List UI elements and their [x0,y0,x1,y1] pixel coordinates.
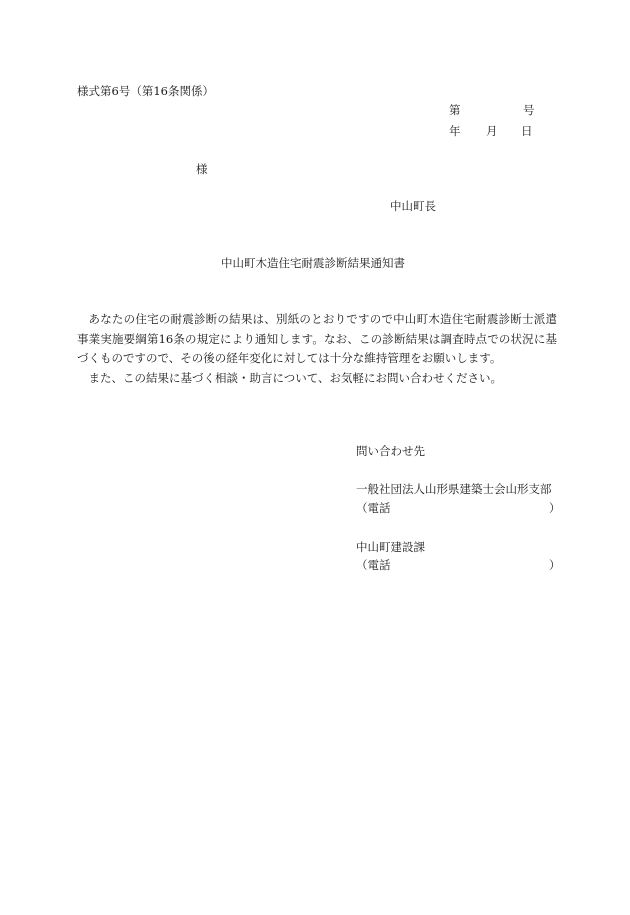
body-text [77,310,557,388]
document-number-suffix: 号 [523,103,535,117]
date-year-label: 年 [449,124,461,138]
form-number: 様式第6号（第16条関係） [77,84,214,98]
addressee-honorific: 様 [196,162,208,176]
contact-label: 問い合わせ先 [356,444,425,458]
contact-org-1-name: 一般社団法人山形県建築士会山形支部 [356,482,552,496]
body-paragraph-2: また、この結果に基づく相談・助言について、お気軽にお問い合わせください。 [88,370,503,385]
contact-org-2-tel-open: （電話 [356,558,391,572]
date-day-label: 日 [521,124,533,138]
contact-org-2-name: 中山町建設課 [356,540,425,554]
date-month-label: 月 [486,124,498,138]
sender-name: 中山町長 [390,199,436,213]
body-paragraph-1: あなたの住宅の耐震診断の結果は、別紙のとおりですので中山町木造住宅耐震診断士派遣事業実施要綱第16条の規定により通知します。なお、この診断結果は調査時点での状況に基づくものですので、その後の経年変化に対しては十分な維持管理をお願いします。 [77,312,557,365]
contact-org-1-tel-close: ） [549,501,561,515]
document-title: 中山町木造住宅耐震診断結果通知書 [221,256,405,270]
contact-org-2-tel-close: ） [549,558,561,572]
contact-org-1-tel-open: （電話 [356,501,391,515]
document-number-prefix: 第 [449,103,461,117]
